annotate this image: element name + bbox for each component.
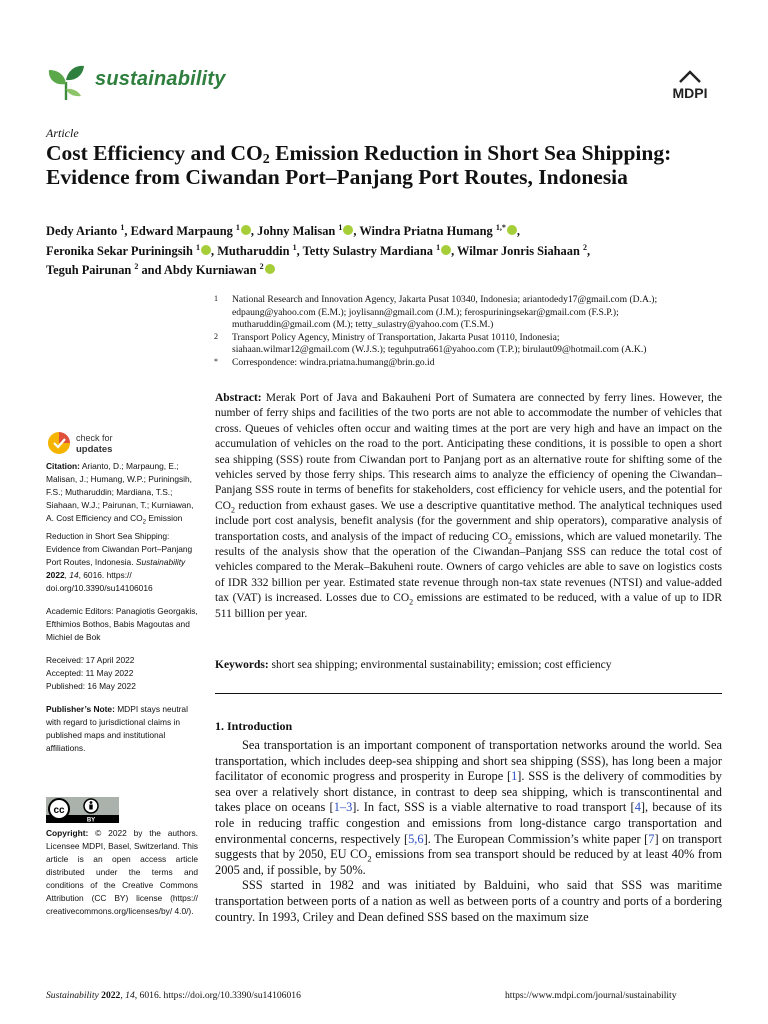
section-heading: 1. Introduction [215,719,293,733]
affiliation-item [212,332,732,357]
author[interactable]: Feronika Sekar Puriningsih $^1$ [46,244,211,258]
orcid-icon[interactable] [265,264,275,274]
citation-link[interactable]: 1–3 [333,800,353,815]
academic-editors: Academic Editors: Panagiotis Georgakis, Efthimios Bothos, Babis Magoutas and Michiel de Bok [46,605,198,642]
check-updates-line2: updates [76,444,113,455]
mdpi-logo[interactable] [662,68,718,108]
paragraph: Sea transportation is an important component of transportation networks around the world. Sea transportation, which includes deep-sea shipping and short sea shipping (SSS), has long been a major facilitator of economic progress and prosperity in Europe [1]. SSS is the delivery of commodities by sea over a relatively short distance, in contrast to deep sea shipping, which is transcontinental and takes place on oceans [1–3]. In fact, SSS is a viable alternative to road transport [4], because of its role in reducing traffic congestion and emissions from long-distance cargo transportation and environmental concerns, respectively [5,6]. The European Commission’s white paper [7] on transport suggests that by 2050, EU $CO_2$ emissions from sea transport should be reduced by at least 40% from 2005 and, if possible, by 50%. [215,738,723,877]
sidebar [46,460,198,765]
orcid-icon[interactable] [441,245,451,255]
correspondence-line: Correspondence: windra.priatna.humang@brin.go.id [232,356,435,368]
title-part1: Cost Efficiency and CO [46,141,263,165]
footer-journal-url[interactable]: https://www.mdpi.com/journal/sustainability [505,990,677,1001]
paragraph: SSS started in 1982 and was initiated by Balduini, who said that SSS was maritime transportation between ports of a nation as well as between ports of a country and ports of a bordering country. In 1993, Criley and Dean defined SSS based on the maximum size [215,878,722,924]
section-divider [215,693,722,694]
intro-body [215,738,722,925]
citation-link[interactable]: 5,6 [408,831,424,846]
citation-link[interactable]: 4 [634,800,641,815]
abstract-text: Merak Port of Java and Bakauheni Port of Sumatera are connected by ferry lines. However, the number of ferry ships and facilities of the two ports are not able to accommodate the number of vehicles that cross. Queues of vehicles often occur and waiting times at the port are very high and have an impact on the accumulation of vehicles on the road to the port. Anticipating these conditions, it is possible to open a short sea shipping (SSS) route from Ciwandan port to Panjang port as an alternative route for shifting some of the vehicles served by those ferry ships. This research aims to analyze the efficiency of opening the Ciwandan–Panjang SSS route in terms of benefits for stakeholders, cost efficiency for vehicle users, and the potential for CO [215,392,722,512]
affiliation-line: National Research and Innovation Agency, Jakarta Pusat 10340, Indonesia; ariantodedy17@gmail.com (D.A.); [232,294,658,305]
keywords-text: short sea shipping; environmental sustainability; emission; cost efficiency [268,659,612,671]
abstract-label: Abstract: [215,392,262,404]
author[interactable]: Teguh Pairunan $^2$ [46,261,139,277]
affiliation-line: mutharuddin@gmail.com (M.); tetty_sulastry@yahoo.com (T.S.M.) [232,319,494,331]
check-for-updates-button[interactable] [46,430,156,456]
publisher-label: MDPI [672,85,708,101]
author-list: Dedy Arianto $^1$, Edward Marpaung $^1$ , Johny Malisan $^1$ , Windra Priatna Humang $^{1,*}$ , Feronika Sekar Puriningsih $^1$ , Mutharuddin $^1$, Tetty Sulastry Mardiana $^1$ , Wilmar Jonris Siahaan $^2$, Teguh Pairunan $^2$ and Abdy Kurniawan $^2$ [46,222,591,277]
paper-title [46,141,726,189]
check-updates-line1: check for [76,433,113,443]
journal-name[interactable]: sustainability [95,68,226,90]
abstract-text: reduction from exhaust gases. We use a descriptive quantitative method. The analytical techniques used include port cost analysis, benefit analysis (for the government and ship operators), comparative analysis of transportation costs, and analysis of the impact of reducing CO [215,499,722,543]
orcid-icon[interactable] [343,225,353,235]
svg-text:cc: cc [53,805,65,816]
abstract-text: emissions, which are valued monetarily. The results of the analysis show that the operation of the Ciwandan–Panjang SSS can reduce the total cost of vehicles compared to the Merak–Bakuheni route. Owners of cargo vehicles are able to save on logistics costs of IDR 332 billion per year. Estimated state revenue through non-tax state revenues (NTSI) and value-added tax (VAT) is increased. Losses due to CO [215,530,722,605]
doi-link[interactable]: , 6016. https:// doi.org/10.3390/su14106016 [46,569,153,593]
plant-seedling-icon [46,62,86,102]
author[interactable]: Tetty Sulastry Mardiana $^1$ [303,244,451,258]
abstract-text: emissions are estimated to be reduced, with a value of up to IDR 511 billion per year. [215,592,722,620]
affiliation-item [212,357,732,370]
copyright-notice: Copyright: © 2022 by the authors. Licensee MDPI, Basel, Switzerland. This article is an open access article distributed under the terms and conditions of the Creative Commons Attribution (CC BY) license (https:// creativecommons.org/licenses/by/ 4.0/). [46,828,198,916]
abstract [215,391,722,622]
citation-link[interactable]: 1 [511,769,518,784]
citation-link[interactable]: 7 [648,831,655,846]
cc-by-license-icon[interactable] [46,797,119,823]
publisher-note: Publisher’s Note: MDPI stays neutral with regard to jurisdictional claims in published maps and institutional affiliations. [46,703,188,753]
author[interactable]: Johny Malisan $^1$ [257,224,353,238]
author[interactable]: Mutharuddin $^1$ [217,242,297,258]
affiliation-line: siahaan.wilmar12@gmail.com (W.J.S.); teguhputra661@yahoo.com (T.P.); birulaut09@hotmail.com (A.K.) [232,344,647,356]
affiliation-mark: * [214,356,218,366]
abstract-subscript: 2 [508,535,513,545]
dates: Received: 17 April 2022 Accepted: 11 May 2022 Published: 16 May 2022 [46,654,136,691]
affiliation-mark: 1 [214,294,218,303]
author[interactable]: Wilmar Jonris Siahaan $^2$ [457,242,587,258]
orcid-icon[interactable] [241,225,251,235]
keywords-label: Keywords: [215,659,269,671]
affiliation-item [212,294,732,332]
article-type: Article [46,126,79,140]
abstract-subscript: 2 [230,505,235,515]
affiliation-mark: 2 [214,331,218,341]
affiliation-line: Transport Policy Agency, Ministry of Transportation, Jakarta Pusat 10110, Indonesia; [232,331,560,343]
affiliation-line: edpaung@yahoo.com (E.M.); joylisann@gmail.com (J.M.); ferospuriningsekar@gmail.com (F.S.P.); [232,306,619,318]
title-part2: Emission Reduction in Short Sea Shipping: Evidence from Ciwandan Port–Panjang Port Routes, Indonesia [46,141,672,189]
cc-label: BY [86,817,96,823]
affiliations [212,294,732,370]
footer-citation: Sustainability 2022, 14, 6016. https://doi.org/10.3390/su14106016 [46,990,301,1001]
author[interactable]: Dedy Arianto $^1$ [46,222,125,238]
citation-block: Citation: Arianto, D.; Marpaung, E.; Malisan, J.; Humang, W.P.; Puriningsih, F.S.; Mutharuddin; Mardiana, T.S.; Siahaan, W.J.; Pairunan, T.; Kurniawan, A. Cost Efficiency and $CO_2$ Emission Reduction in Short Sea Shipping: Evidence from Ciwandan Port–Panjang Port Routes, Indonesia. Sustainability 2022, 14, 6016. https:// doi.org/10.3390/su14106016 [46,461,194,593]
author[interactable]: Abdy Kurniawan $^2$ [164,263,275,277]
title-subscript: 2 [262,152,270,167]
orcid-icon[interactable] [507,225,517,235]
author[interactable]: Windra Priatna Humang $^{1,*}$ [359,224,516,238]
orcid-icon[interactable] [201,245,211,255]
footer-doi-link[interactable]: , 6016. https://doi.org/10.3390/su14106016 [134,990,301,1001]
author[interactable]: Edward Marpaung $^1$ [131,224,251,238]
keywords [215,659,722,671]
abstract-subscript: 2 [409,597,414,607]
